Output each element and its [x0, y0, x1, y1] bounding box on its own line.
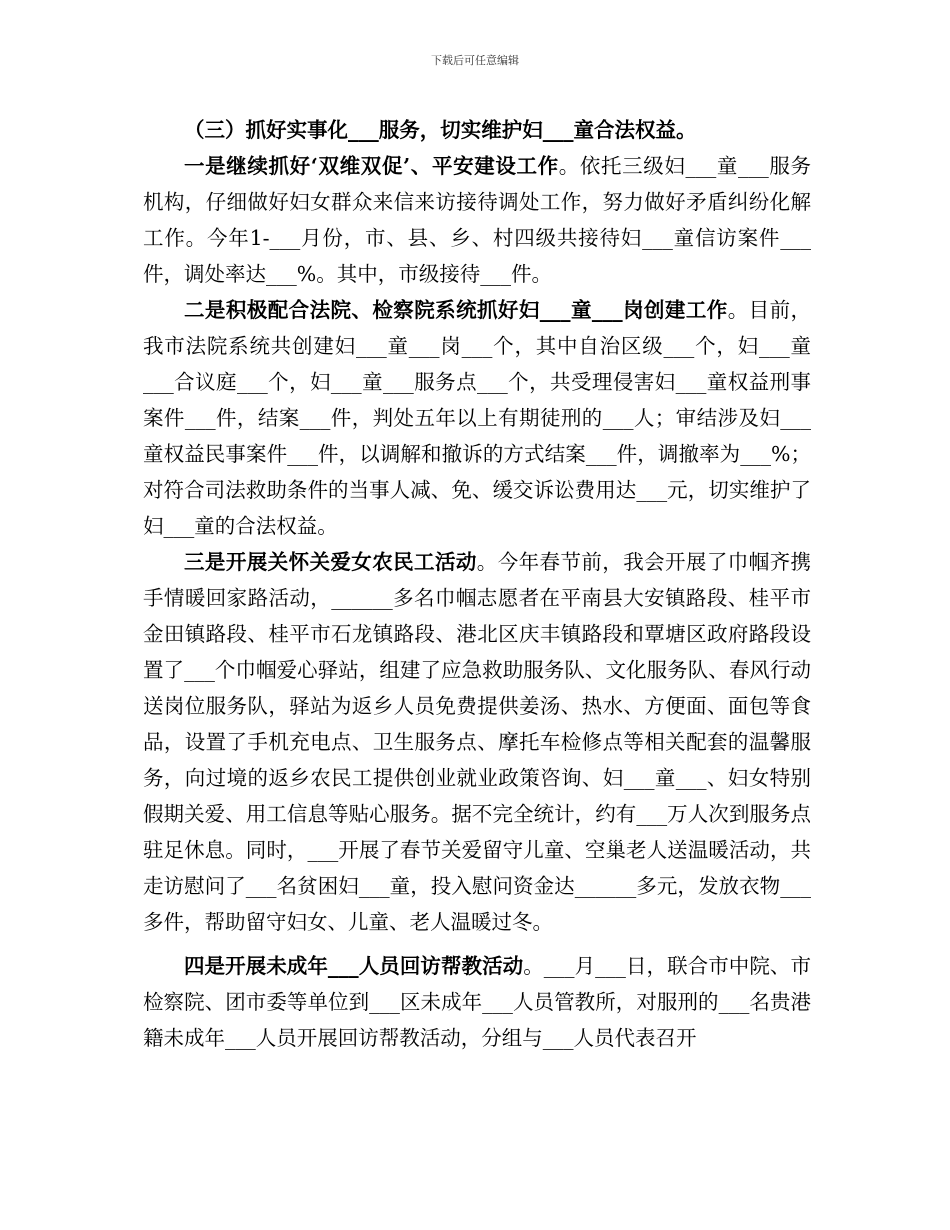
- paragraph-2-text: 。目前，我市法院系统共创建妇___童___岗___个，其中自治区级___个，妇___童___合议庭___个，妇___童___服务点___个，共受理侵害妇___童权益刑事案件___件，结案___件，判处五年以上有期徒刑的___人；审结涉及妇___童权益民事案件___件，以调解和撤诉的方式结案___件，调撤率为___%；对符合司法救助条件的当事人减、免、缓交诉讼费用达___元，切实维护了妇___童的合法权益。: [143, 298, 812, 538]
- paragraph-4-lead: 四是开展未成年___人员回访帮教活动: [184, 954, 524, 978]
- paragraph-3-lead: 三是开展关怀关爱女农民工活动: [184, 550, 477, 574]
- paragraph-3: [143, 544, 811, 940]
- paragraph-1-text: 。依托三级妇___童___服务机构，仔细做好妇女群众来信来访接待调处工作，努力做好矛盾纠纷化解工作。今年1-___月份，市、县、乡、村四级共接待妇___童信访案件___件，调处率达___%。其中，市级接待___件。: [143, 154, 812, 286]
- section-heading: [143, 112, 811, 148]
- document-body: [143, 112, 811, 1056]
- paragraph-1-lead: 一是继续抓好‘双维双促’、平安建设工作: [184, 154, 559, 178]
- paragraph-3-text: 。今年春节前，我会开展了巾帼齐携手情暖回家路活动，______多名巾帼志愿者在平南县大安镇路段、桂平市金田镇路段、桂平市石龙镇路段、港北区庆丰镇路段和覃塘区政府路段设置了___个巾帼爱心驿站，组建了应急救助服务队、文化服务队、春风行动送岗位服务队，驿站为返乡人员免费提供姜汤、热水、方便面、面包等食品，设置了手机充电点、卫生服务点、摩托车检修点等相关配套的温馨服务，向过境的返乡农民工提供创业就业政策咨询、妇___童___、妇女特别假期关爱、用工信息等贴心服务。据不完全统计，约有___万人次到服务点驻足休息。同时，___开展了春节关爱留守儿童、空巢老人送温暖活动，共走访慰问了___名贫困妇___童，投入慰问资金达______多元，发放衣物___多件，帮助留守妇女、儿童、老人温暖过冬。: [143, 550, 812, 934]
- paragraph-4-text: 。___月___日，联合市中院、市检察院、团市委等单位到___区未成年___人员管教所，对服刑的___名贵港籍未成年___人员开展回访帮教活动，分组与___人员代表召开: [143, 954, 811, 1050]
- page-header: 下载后可任意编辑: [431, 54, 519, 67]
- paragraph-2: [143, 292, 811, 544]
- paragraph-4: [143, 948, 811, 1056]
- paragraph-2-lead: 二是积极配合法院、检察院系统抓好妇___童___岗创建工作: [184, 298, 728, 322]
- section-heading-text: （三）抓好实事化___服务，切实维护妇___童合法权益。: [184, 118, 697, 142]
- paragraph-1: [143, 148, 811, 292]
